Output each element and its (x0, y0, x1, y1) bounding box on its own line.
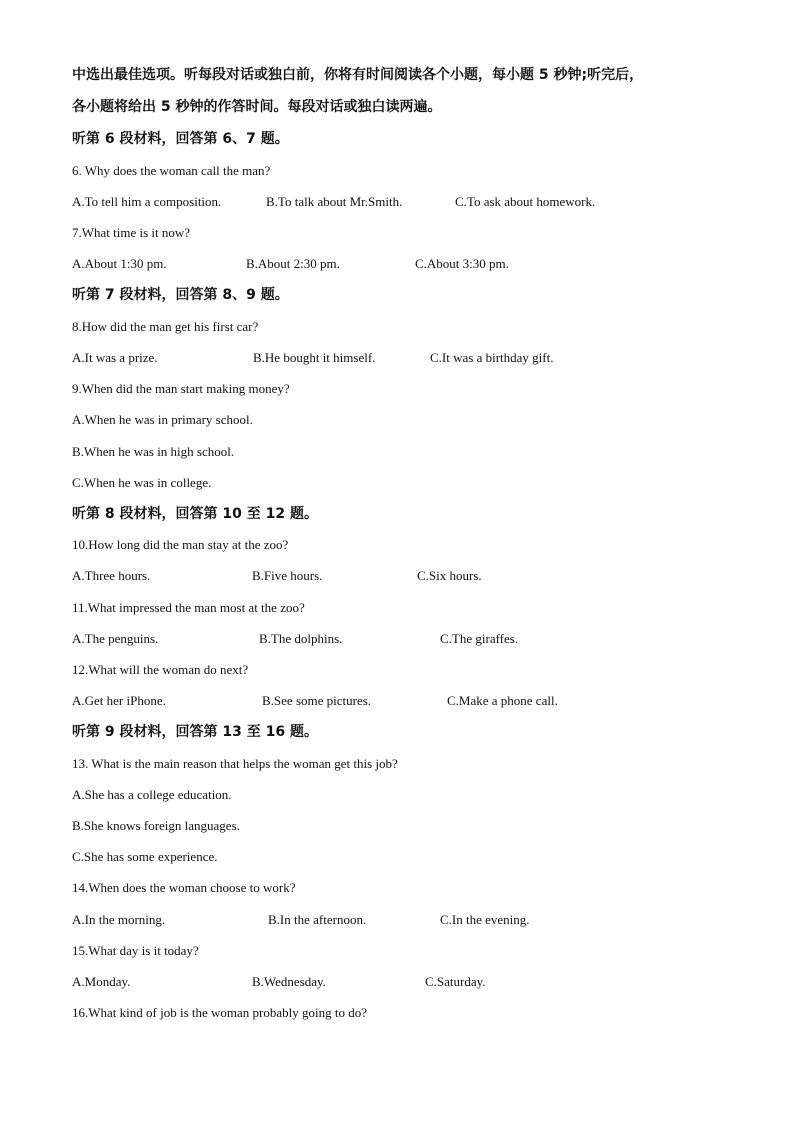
q8-option-c: C.It was a birthday gift. (430, 350, 554, 365)
q8-option-b: B.He bought it himself. (253, 350, 376, 365)
section-heading-7: 听第 7 段材料，回答第 8、9 题。 (72, 287, 289, 303)
q12-option-a: A.Get her iPhone. (72, 693, 166, 708)
question-16: 16.What kind of job is the woman probably going to do? (72, 1005, 367, 1020)
question-14: 14.When does the woman choose to work? (72, 880, 296, 895)
q14-option-c: C.In the evening. (440, 912, 530, 927)
section-heading-9: 听第 9 段材料，回答第 13 至 16 题。 (72, 724, 318, 740)
q13-option-c: C.She has some experience. (72, 849, 218, 864)
q6-option-a: A.To tell him a composition. (72, 194, 222, 209)
q9-option-c: C.When he was in college. (72, 475, 212, 490)
q9-option-a: A.When he was in primary school. (72, 412, 253, 427)
q12-option-c: C.Make a phone call. (447, 693, 558, 708)
question-8: 8.How did the man get his first car? (72, 319, 259, 334)
question-7: 7.What time is it now? (72, 225, 191, 240)
question-10: 10.How long did the man stay at the zoo? (72, 537, 289, 552)
q10-option-b: B.Five hours. (252, 568, 323, 583)
question-9: 9.When did the man start making money? (72, 381, 290, 396)
intro-line-1: 中选出最佳选项。听每段对话或独白前，你将有时间阅读各个小题，每小题 5 秒钟;听完后， (72, 67, 644, 83)
q7-option-a: A.About 1:30 pm. (72, 256, 167, 271)
q6-option-c: C.To ask about homework. (455, 194, 596, 209)
q11-option-a: A.The penguins. (72, 631, 159, 646)
intro-line-2: 各小题将给出 5 秒钟的作答时间。每段对话或独白读两遍。 (72, 99, 442, 115)
q6-option-b: B.To talk about Mr.Smith. (266, 194, 403, 209)
question-13: 13. What is the main reason that helps the woman get this job? (72, 756, 398, 771)
q13-option-b: B.She knows foreign languages. (72, 818, 240, 833)
section-heading-6: 听第 6 段材料，回答第 6、7 题。 (72, 131, 289, 147)
q15-option-c: C.Saturday. (425, 974, 486, 989)
question-15: 15.What day is it today? (72, 943, 199, 958)
q7-option-c: C.About 3:30 pm. (415, 256, 509, 271)
question-12: 12.What will the woman do next? (72, 662, 249, 677)
q11-option-c: C.The giraffes. (440, 631, 519, 646)
question-11: 11.What impressed the man most at the zoo? (72, 600, 305, 615)
q15-option-b: B.Wednesday. (252, 974, 326, 989)
q13-option-a: A.She has a college education. (72, 787, 232, 802)
q10-option-c: C.Six hours. (417, 568, 482, 583)
q15-option-a: A.Monday. (72, 974, 131, 989)
q14-option-a: A.In the morning. (72, 912, 166, 927)
q10-option-a: A.Three hours. (72, 568, 151, 583)
section-heading-8: 听第 8 段材料，回答第 10 至 12 题。 (72, 506, 318, 522)
q12-option-b: B.See some pictures. (262, 693, 372, 708)
question-6: 6. Why does the woman call the man? (72, 163, 271, 178)
q11-option-b: B.The dolphins. (259, 631, 343, 646)
q7-option-b: B.About 2:30 pm. (246, 256, 340, 271)
q8-option-a: A.It was a prize. (72, 350, 158, 365)
q9-option-b: B.When he was in high school. (72, 444, 235, 459)
q14-option-b: B.In the afternoon. (268, 912, 367, 927)
